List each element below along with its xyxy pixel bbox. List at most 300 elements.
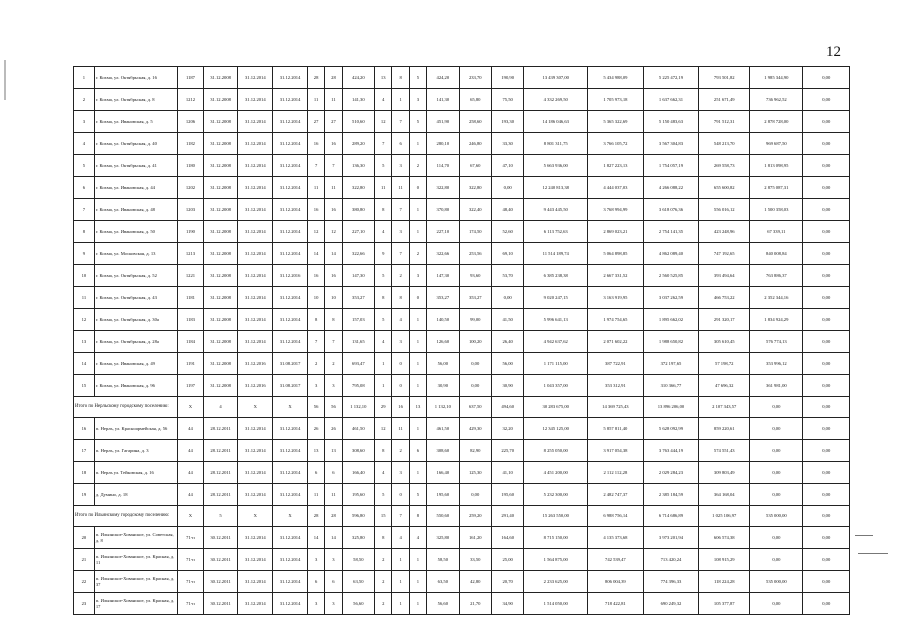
- table-cell: 6: [409, 440, 426, 462]
- table-cell: 2: [375, 571, 392, 593]
- table-cell: 0,00: [803, 265, 850, 287]
- table-cell: 2: [392, 440, 409, 462]
- table-cell: 1 988 650,82: [643, 331, 699, 353]
- row-number-cell: 4: [74, 133, 95, 155]
- table-cell: 48,40: [491, 199, 523, 221]
- table-cell: 461,50: [427, 418, 459, 440]
- table-cell: 26: [307, 418, 324, 440]
- table-cell: 31.08.2017: [273, 375, 308, 397]
- table-cell: 0: [409, 287, 426, 309]
- table-cell: 8: [375, 527, 392, 549]
- table-row: [74, 177, 850, 199]
- table-cell: 28: [325, 506, 342, 527]
- table-cell: 31.12.2014: [273, 243, 308, 265]
- table-cell: 4: [375, 331, 392, 353]
- table-cell: 31.12.2014: [238, 221, 273, 243]
- table-cell: 16: [307, 265, 324, 287]
- table-cell: 9: [375, 243, 392, 265]
- table-cell: 2 869 023,21: [588, 221, 644, 243]
- table-cell: 31.12.2014: [238, 243, 273, 265]
- table-cell: 13: [409, 397, 426, 418]
- table-cell: 690 249,32: [643, 593, 699, 615]
- table-cell: 2 107 343,57: [699, 397, 750, 418]
- table-cell: 53,70: [491, 265, 523, 287]
- table-cell: 713 420,24: [643, 549, 699, 571]
- table-cell: 289,20: [342, 133, 374, 155]
- table-row: [74, 155, 850, 177]
- table-cell: 1191: [178, 353, 203, 375]
- table-cell: 1: [375, 353, 392, 375]
- table-cell: 308,60: [342, 440, 374, 462]
- table-cell: 2: [409, 155, 426, 177]
- table-cell: 147,30: [427, 265, 459, 287]
- table-cell: 28.12.2011: [203, 418, 238, 440]
- address-cell: п. Ильинское-Хованское, ул. Советская, д. 8: [94, 527, 177, 549]
- table-cell: 5 857 811,40: [588, 418, 644, 440]
- table-cell: 1 754 057,19: [643, 155, 699, 177]
- housing-register-table: [73, 66, 850, 615]
- table-cell: 26: [325, 418, 342, 440]
- table-cell: 1 514 050,00: [524, 593, 588, 615]
- table-cell: 31.12.2014: [273, 133, 308, 155]
- table-cell: 67 339,11: [750, 221, 803, 243]
- row-number-cell: 20: [74, 527, 95, 549]
- table-cell: 763 886,37: [750, 265, 803, 287]
- table-cell: 147,30: [342, 265, 374, 287]
- table-cell: 31.12.2008: [203, 199, 238, 221]
- table-cell: 353,27: [342, 287, 374, 309]
- table-cell: X: [178, 397, 203, 418]
- address-cell: г. Кохма, ул. Октябрьская, д. 52: [94, 265, 177, 287]
- table-cell: 30.12.2011: [203, 593, 238, 615]
- table-cell: 258,60: [459, 111, 491, 133]
- table-cell: 9 443 445,50: [524, 199, 588, 221]
- table-cell: 0,00: [803, 111, 850, 133]
- table-cell: 1: [409, 309, 426, 331]
- table-cell: 4: [375, 89, 392, 111]
- table-cell: 31.12.2014: [238, 67, 273, 89]
- row-number-cell: 7: [74, 199, 95, 221]
- table-cell: 596,80: [342, 506, 374, 527]
- row-number-cell: 3: [74, 111, 95, 133]
- table-cell: 2 482 747,37: [588, 484, 644, 506]
- table-cell: 2: [375, 593, 392, 615]
- table-cell: 2 112 112,28: [588, 462, 644, 484]
- table-cell: 550,60: [427, 506, 459, 527]
- table-cell: 11: [325, 177, 342, 199]
- table-cell: 28: [307, 67, 324, 89]
- table-cell: 353 996,12: [750, 353, 803, 375]
- table-cell: 0: [392, 353, 409, 375]
- table-cell: 3: [392, 155, 409, 177]
- table-cell: 0,00: [803, 506, 850, 527]
- table-cell: 4 451 200,00: [524, 462, 588, 484]
- subtotal-row: [74, 506, 850, 527]
- table-cell: 6: [307, 462, 324, 484]
- table-cell: X: [178, 506, 203, 527]
- table-cell: 30,90: [491, 375, 523, 397]
- table-cell: 25,00: [491, 549, 523, 571]
- table-cell: 0: [392, 484, 409, 506]
- table-cell: 423 248,96: [699, 221, 750, 243]
- table-cell: 31.12.2014: [238, 462, 273, 484]
- table-cell: 0,00: [803, 67, 850, 89]
- table-cell: 1: [409, 133, 426, 155]
- table-cell: 372 197,65: [643, 353, 699, 375]
- table-cell: 1: [409, 353, 426, 375]
- table-cell: 969 687,50: [750, 133, 803, 155]
- table-cell: 31.12.2014: [273, 418, 308, 440]
- table-cell: 31.12.2014: [238, 177, 273, 199]
- table-cell: 31.08.2017: [273, 353, 308, 375]
- table-cell: 2: [409, 243, 426, 265]
- table-cell: 576 774,13: [750, 331, 803, 353]
- table-cell: 30.12.2011: [203, 549, 238, 571]
- row-number-cell: 5: [74, 155, 95, 177]
- address-cell: г. Кохма, ул. Ивановская, д. 48: [94, 199, 177, 221]
- table-cell: 31.12.2014: [238, 418, 273, 440]
- table-cell: 7: [392, 506, 409, 527]
- table-cell: 556 016,12: [699, 199, 750, 221]
- table-cell: 4 135 373,68: [588, 527, 644, 549]
- address-cell: п. Ильинское-Хованское, ул. Красная, д. 11: [94, 549, 177, 571]
- table-cell: 859 220,61: [699, 418, 750, 440]
- table-cell: 0,00: [803, 199, 850, 221]
- table-cell: 31.12.2008: [203, 243, 238, 265]
- table-cell: 63,50: [427, 571, 459, 593]
- address-cell: п. Нерль, ул. Гагарина, д. 3: [94, 440, 177, 462]
- table-cell: 2 233 625,00: [524, 571, 588, 593]
- table-cell: 1184: [178, 331, 203, 353]
- table-cell: 1213: [178, 243, 203, 265]
- table-row: [74, 593, 850, 615]
- table-cell: 16: [307, 199, 324, 221]
- table-cell: 31.12.2014: [238, 111, 273, 133]
- table-row: [74, 571, 850, 593]
- table-cell: 7: [307, 331, 324, 353]
- table-cell: 12: [307, 221, 324, 243]
- table-cell: 28.12.2011: [203, 484, 238, 506]
- table-cell: 251 671,49: [699, 89, 750, 111]
- row-number-cell: 21: [74, 549, 95, 571]
- table-cell: 31.12.2014: [273, 462, 308, 484]
- table-cell: 195,60: [491, 484, 523, 506]
- table-cell: 5: [375, 155, 392, 177]
- address-cell: п. Нерль ул. Тейковская, д. 16: [94, 462, 177, 484]
- table-cell: 7: [325, 331, 342, 353]
- table-cell: 1 705 973,18: [588, 89, 644, 111]
- table-cell: 4: [375, 221, 392, 243]
- table-cell: 1: [392, 549, 409, 571]
- table-cell: X: [238, 397, 273, 418]
- table-cell: 7: [307, 155, 324, 177]
- table-cell: 12: [325, 221, 342, 243]
- table-cell: 322,80: [459, 177, 491, 199]
- table-cell: 353,27: [427, 287, 459, 309]
- table-cell: 8: [375, 287, 392, 309]
- row-number-cell: 9: [74, 243, 95, 265]
- table-cell: 2 754 141,35: [643, 221, 699, 243]
- table-cell: 31.12.2014: [273, 111, 308, 133]
- table-cell: 380,80: [342, 199, 374, 221]
- table-cell: 4: [203, 397, 238, 418]
- table-cell: 31.12.2014: [273, 309, 308, 331]
- table-cell: 5 232 300,00: [524, 484, 588, 506]
- table-cell: 34,90: [491, 593, 523, 615]
- table-cell: 108 915,29: [699, 549, 750, 571]
- table-cell: 535 000,00: [750, 571, 803, 593]
- table-cell: 126,60: [427, 331, 459, 353]
- row-number-cell: 19: [74, 484, 95, 506]
- table-cell: 13: [375, 67, 392, 89]
- table-cell: 466 753,22: [699, 287, 750, 309]
- table-cell: 11: [325, 484, 342, 506]
- table-cell: 140,50: [427, 309, 459, 331]
- table-cell: 12 240 813,38: [524, 177, 588, 199]
- table-cell: 1: [409, 462, 426, 484]
- table-cell: 47 696,32: [699, 375, 750, 397]
- table-cell: 364 168,04: [699, 484, 750, 506]
- table-cell: 5: [375, 265, 392, 287]
- table-cell: 3: [325, 375, 342, 397]
- table-cell: 4: [409, 527, 426, 549]
- table-cell: 193,30: [491, 111, 523, 133]
- table-cell: 41,10: [491, 462, 523, 484]
- table-cell: 795,08: [342, 375, 374, 397]
- table-cell: 33,50: [459, 549, 491, 571]
- subtotal-label: Итого по Ильинскому городскому поселению:: [74, 506, 178, 527]
- table-row: [74, 418, 850, 440]
- table-cell: 31.12.2008: [203, 177, 238, 199]
- table-cell: 56: [307, 397, 324, 418]
- address-cell: г. Кохма, ул. Октябрьская, д. 40: [94, 133, 177, 155]
- row-number-cell: 18: [74, 462, 95, 484]
- table-cell: 2 071 602,22: [588, 331, 644, 353]
- table-cell: 16: [325, 133, 342, 155]
- table-cell: 1: [409, 549, 426, 571]
- table-cell: 125,30: [459, 462, 491, 484]
- table-cell: 20,70: [491, 571, 523, 593]
- table-cell: 30 283 675,00: [524, 397, 588, 418]
- table-cell: 0,00: [750, 418, 803, 440]
- table-cell: 1: [409, 221, 426, 243]
- table-cell: 44: [178, 440, 203, 462]
- table-cell: 322,66: [342, 243, 374, 265]
- table-cell: 5 996 641,13: [524, 309, 588, 331]
- table-cell: 31.12.2008: [203, 155, 238, 177]
- table-cell: 3 037 262,59: [643, 287, 699, 309]
- table-cell: 0,00: [803, 243, 850, 265]
- table-cell: 105 377,87: [699, 593, 750, 615]
- row-number-cell: 10: [74, 265, 95, 287]
- table-cell: 16: [325, 265, 342, 287]
- table-row: [74, 353, 850, 375]
- table-cell: 14: [307, 243, 324, 265]
- table-cell: 8: [392, 67, 409, 89]
- table-cell: 227,10: [427, 221, 459, 243]
- table-cell: 3 618 076,36: [643, 199, 699, 221]
- table-cell: 28: [325, 67, 342, 89]
- table-cell: 27: [307, 111, 324, 133]
- table-cell: 424,20: [427, 67, 459, 89]
- table-cell: 5: [203, 506, 238, 527]
- table-cell: 56,60: [342, 593, 374, 615]
- table-cell: 3: [307, 549, 324, 571]
- table-cell: 164,60: [491, 527, 523, 549]
- table-cell: 11: [392, 177, 409, 199]
- table-cell: 31.12.2014: [273, 89, 308, 111]
- table-cell: 0,00: [803, 133, 850, 155]
- table-cell: 1 974 754,65: [588, 309, 644, 331]
- table-cell: 0,00: [750, 527, 803, 549]
- table-cell: 31.12.2008: [203, 221, 238, 243]
- table-row: [74, 265, 850, 287]
- table-cell: 1 025 106,97: [699, 506, 750, 527]
- table-cell: 322,40: [459, 199, 491, 221]
- table-cell: 0,00: [803, 309, 850, 331]
- row-number-cell: 15: [74, 375, 95, 397]
- table-cell: 0,00: [803, 331, 850, 353]
- table-cell: 0,00: [750, 440, 803, 462]
- table-cell: 157,03: [342, 309, 374, 331]
- address-cell: п. Нерль, ул. Красноармейская, д. 56: [94, 418, 177, 440]
- table-cell: X: [273, 397, 308, 418]
- table-cell: 31.12.2014: [273, 593, 308, 615]
- table-cell: 4: [392, 527, 409, 549]
- table-row: [74, 484, 850, 506]
- table-row: [74, 221, 850, 243]
- table-cell: 7: [325, 155, 342, 177]
- address-cell: г. Кохма, ул. Ивановская, д. 5: [94, 111, 177, 133]
- table-cell: 69,10: [491, 243, 523, 265]
- table-cell: 28.12.2011: [203, 462, 238, 484]
- table-cell: 291,40: [491, 506, 523, 527]
- table-cell: 742 539,47: [588, 549, 644, 571]
- table-cell: 325,80: [427, 527, 459, 549]
- table-row: [74, 462, 850, 484]
- table-cell: 5: [375, 309, 392, 331]
- table-cell: 195,60: [342, 484, 374, 506]
- table-cell: 31.12.2014: [273, 199, 308, 221]
- table-cell: 0,00: [459, 484, 491, 506]
- table-cell: 322,66: [427, 243, 459, 265]
- table-cell: 13 439 307,00: [524, 67, 588, 89]
- table-cell: 166,40: [427, 462, 459, 484]
- table-cell: 31.12.2014: [238, 440, 273, 462]
- table-cell: 44: [178, 418, 203, 440]
- table-cell: 114,70: [427, 155, 459, 177]
- table-cell: 1 171 115,00: [524, 353, 588, 375]
- address-cell: г. Кохма, ул. Ивановская, д. 44: [94, 177, 177, 199]
- table-cell: 793 501,82: [699, 67, 750, 89]
- table-cell: 10: [307, 287, 324, 309]
- table-cell: 0,00: [750, 593, 803, 615]
- table-cell: 4 942 637,62: [524, 331, 588, 353]
- table-cell: 718 422,81: [588, 593, 644, 615]
- table-cell: 3 973 201,94: [643, 527, 699, 549]
- table-cell: 322,80: [427, 177, 459, 199]
- table-cell: 4 332 269,50: [524, 89, 588, 111]
- table-cell: 42,80: [459, 571, 491, 593]
- table-cell: 806 004,39: [588, 571, 644, 593]
- table-cell: 0,00: [750, 484, 803, 506]
- row-number-cell: 16: [74, 418, 95, 440]
- table-cell: 11: [307, 89, 324, 111]
- table-cell: 31.12.2008: [203, 89, 238, 111]
- table-row: [74, 549, 850, 571]
- table-cell: 8 255 050,00: [524, 440, 588, 462]
- table-cell: 31.12.2014: [238, 549, 273, 571]
- table-cell: 1203: [178, 199, 203, 221]
- table-cell: 5 225 472,19: [643, 67, 699, 89]
- address-cell: г. Кохма, ул. Ивановская, д. 49: [94, 353, 177, 375]
- table-cell: 161,20: [459, 527, 491, 549]
- table-cell: 246,80: [459, 133, 491, 155]
- table-cell: 195,60: [427, 484, 459, 506]
- table-cell: 31.12.2014: [273, 549, 308, 571]
- table-cell: 56,00: [491, 353, 523, 375]
- table-cell: 33,30: [491, 133, 523, 155]
- table-cell: 0,00: [803, 353, 850, 375]
- table-cell: 31.12.2016: [238, 375, 273, 397]
- table-cell: 14 186 046,63: [524, 111, 588, 133]
- table-cell: 1 043 357,00: [524, 375, 588, 397]
- table-cell: 233,70: [459, 67, 491, 89]
- table-cell: 31.12.2008: [203, 353, 238, 375]
- table-cell: 6: [325, 462, 342, 484]
- table-row: [74, 111, 850, 133]
- table-cell: 8: [409, 506, 426, 527]
- table-cell: 1221: [178, 265, 203, 287]
- table-cell: 1 637 662,31: [643, 89, 699, 111]
- table-cell: 12: [375, 111, 392, 133]
- subtotal-label: Итого по Нерльскому городскому поселению:: [74, 397, 178, 418]
- address-cell: г. Кохма, ул. Октябрьская, д. 30а: [94, 309, 177, 331]
- table-cell: 1197: [178, 375, 203, 397]
- table-row: [74, 243, 850, 265]
- table-cell: 8 801 311,75: [524, 133, 588, 155]
- table-cell: 305 610,45: [699, 331, 750, 353]
- table-cell: 31.12.2014: [238, 593, 273, 615]
- table-cell: 325,80: [342, 527, 374, 549]
- table-cell: 31.12.2014: [273, 440, 308, 462]
- table-cell: 0,00: [491, 177, 523, 199]
- table-cell: 31.12.2008: [203, 375, 238, 397]
- table-cell: 31.12.2008: [203, 309, 238, 331]
- table-cell: 31.12.2014: [238, 265, 273, 287]
- table-cell: 131,65: [342, 331, 374, 353]
- table-cell: 253,56: [459, 243, 491, 265]
- table-cell: 3: [409, 89, 426, 111]
- table-cell: 1 132,10: [427, 397, 459, 418]
- table-cell: 65,80: [459, 89, 491, 111]
- table-cell: 310 366,77: [643, 375, 699, 397]
- table-cell: 2 029 284,23: [643, 462, 699, 484]
- table-cell: 736 962,52: [750, 89, 803, 111]
- address-cell: г. Кохма, ул. Октябрьская, д. 41: [94, 155, 177, 177]
- table-cell: X: [238, 506, 273, 527]
- table-cell: 5: [409, 67, 426, 89]
- table-cell: 1 895 662,02: [643, 309, 699, 331]
- table-row: [74, 67, 850, 89]
- table-cell: 259,20: [459, 506, 491, 527]
- address-cell: п. Ильинское-Хованское, ул. Красная, д. 37: [94, 571, 177, 593]
- table-cell: 16: [325, 199, 342, 221]
- table-cell: 2: [375, 549, 392, 571]
- table-cell: 1 827 223,13: [588, 155, 644, 177]
- table-cell: 510,60: [342, 111, 374, 133]
- table-cell: 58,50: [342, 549, 374, 571]
